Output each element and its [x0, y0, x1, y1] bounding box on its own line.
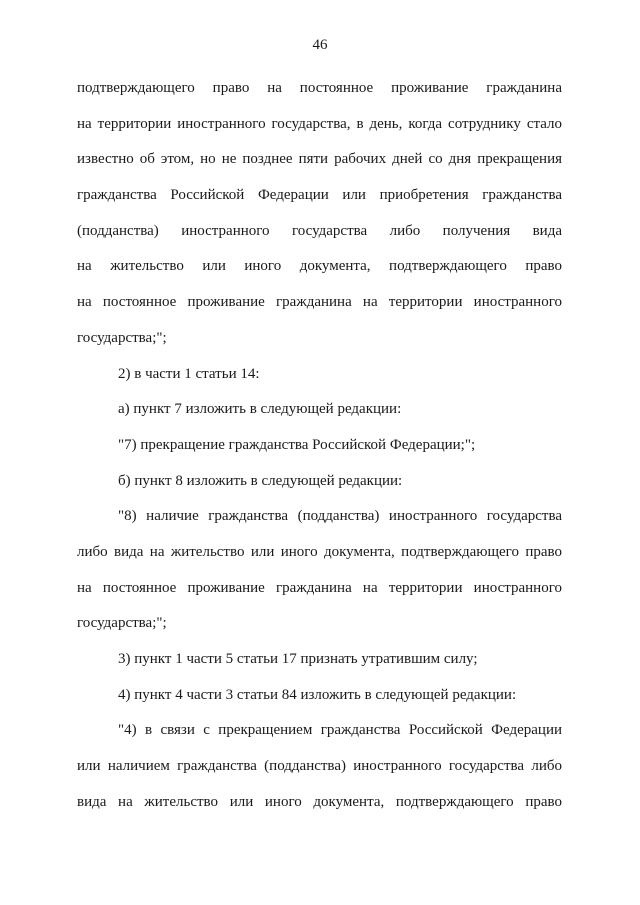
text-line: б) пункт 8 изложить в следующей редакции: — [118, 472, 403, 489]
text-line: вида на жительство или иного документа, подтверждающего право — [77, 793, 562, 810]
text-line: на территории иностранного государства, в день, когда сотруднику стало — [77, 115, 562, 132]
document-body — [77, 71, 562, 820]
text-line: "4) в связи с прекращением гражданства Российской Федерации — [118, 722, 562, 739]
text-line: на жительство или иного документа, подтверждающего право — [77, 258, 562, 275]
text-line: на постоянное проживание гражданина на территории иностранного — [77, 294, 562, 311]
text-line: государства;"; — [77, 615, 167, 632]
text-line: подтверждающего право на постоянное проживание гражданина — [77, 80, 562, 96]
text-line: либо вида на жительство или иного документа, подтверждающего право — [77, 543, 562, 560]
text-line: известно об этом, но не позднее пяти рабочих дней со дня прекращения — [77, 151, 562, 168]
text-line: государства;"; — [77, 329, 167, 346]
text-line: "7) прекращение гражданства Российской Федерации;"; — [118, 436, 476, 453]
text-line: гражданства Российской Федерации или приобретения гражданства — [77, 187, 562, 204]
text-line: 2) в части 1 статьи 14: — [118, 365, 260, 382]
text-line: 3) пункт 1 части 5 статьи 17 признать утратившим силу; — [118, 651, 478, 667]
text-line: (подданства) иностранного государства либо получения вида — [77, 222, 562, 239]
text-line: на постоянное проживание гражданина на территории иностранного — [77, 579, 562, 596]
text-line: "8) наличие гражданства (подданства) иностранного государства — [118, 508, 562, 525]
text-line: 4) пункт 4 части 3 статьи 84 изложить в следующей редакции: — [118, 686, 517, 703]
page-number: 46 — [312, 37, 328, 53]
text-line: а) пункт 7 изложить в следующей редакции: — [118, 401, 402, 418]
text-line: или наличием гражданства (подданства) иностранного государства либо — [77, 758, 562, 775]
